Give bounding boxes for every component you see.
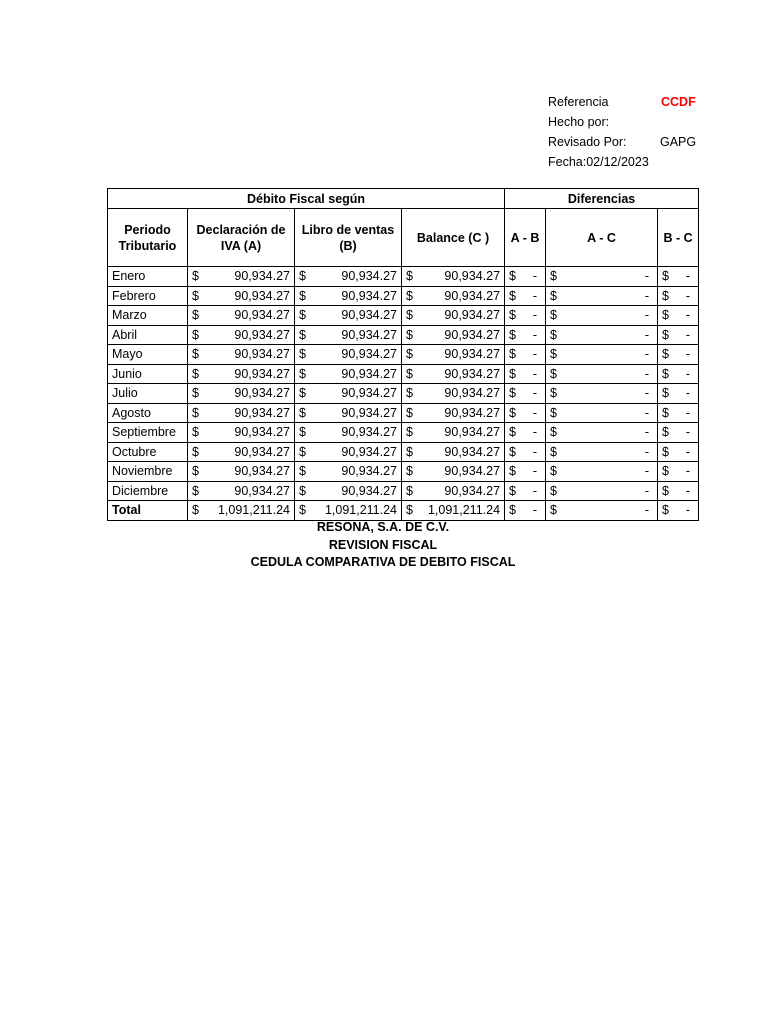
- amount: 90,934.27: [341, 483, 397, 498]
- currency-symbol: $: [406, 405, 413, 420]
- amount: 90,934.27: [444, 347, 501, 362]
- currency-symbol: $: [192, 405, 199, 420]
- amount: -: [644, 444, 650, 459]
- currency-symbol: $: [299, 347, 306, 362]
- revisado-label: Revisado Por:: [548, 135, 627, 149]
- group-header-row: [108, 189, 699, 209]
- currency-symbol: $: [299, 288, 306, 303]
- currency-symbol: $: [550, 347, 557, 362]
- declaracion-cell: [188, 267, 295, 287]
- hecho-label: Hecho por:: [548, 115, 610, 129]
- diff-ac-cell: [546, 481, 658, 501]
- currency-symbol: $: [192, 425, 199, 440]
- amount: -: [644, 483, 650, 498]
- month-cell: Febrero: [108, 286, 188, 306]
- amount: 90,934.27: [444, 269, 501, 284]
- amount: 90,934.27: [341, 464, 397, 479]
- libro-cell: [295, 442, 402, 462]
- diff-ab-cell: [505, 306, 546, 326]
- currency-symbol: $: [406, 483, 413, 498]
- currency-symbol: $: [299, 444, 306, 459]
- currency-symbol: $: [662, 347, 669, 362]
- amount: -: [644, 347, 650, 362]
- amount: -: [685, 347, 691, 362]
- diff-ac-cell: [546, 501, 658, 521]
- amount: -: [685, 308, 691, 323]
- amount: 90,934.27: [234, 444, 290, 459]
- debito-fiscal-table: [107, 188, 699, 521]
- diff-bc-cell: [658, 306, 699, 326]
- amount: 90,934.27: [234, 269, 290, 284]
- month-cell: Mayo: [108, 345, 188, 365]
- amount: 90,934.27: [341, 327, 397, 342]
- currency-symbol: $: [299, 425, 306, 440]
- currency-symbol: $: [662, 288, 669, 303]
- diff-ac-cell: [546, 306, 658, 326]
- libro-cell: [295, 286, 402, 306]
- month-cell: Junio: [108, 364, 188, 384]
- amount: -: [644, 405, 650, 420]
- diff-ab-cell: [505, 403, 546, 423]
- amount: -: [644, 308, 650, 323]
- amount: -: [532, 483, 538, 498]
- balance-cell: [402, 325, 505, 345]
- balance-cell: [402, 501, 505, 521]
- currency-symbol: $: [509, 464, 516, 479]
- diff-ab-cell: [505, 345, 546, 365]
- currency-symbol: $: [192, 386, 199, 401]
- currency-symbol: $: [509, 347, 516, 362]
- declaracion-cell: [188, 442, 295, 462]
- amount: -: [685, 405, 691, 420]
- currency-symbol: $: [509, 366, 516, 381]
- currency-symbol: $: [406, 386, 413, 401]
- currency-symbol: $: [662, 425, 669, 440]
- amount: 90,934.27: [234, 425, 290, 440]
- currency-symbol: $: [192, 327, 199, 342]
- diff-bc-cell: [658, 267, 699, 287]
- amount: 90,934.27: [341, 347, 397, 362]
- amount: -: [685, 503, 691, 518]
- currency-symbol: $: [192, 288, 199, 303]
- table-row: [108, 384, 699, 404]
- table-row: [108, 306, 699, 326]
- amount: 90,934.27: [444, 308, 501, 323]
- currency-symbol: $: [509, 503, 516, 518]
- diff-ab-cell: [505, 364, 546, 384]
- amount: -: [532, 269, 538, 284]
- amount: -: [685, 327, 691, 342]
- libro-cell: [295, 364, 402, 384]
- fecha-row: [548, 152, 708, 172]
- diff-ac-cell: [546, 384, 658, 404]
- libro-cell: [295, 325, 402, 345]
- amount: -: [532, 425, 538, 440]
- currency-symbol: $: [509, 288, 516, 303]
- col-declaracion: Declaración de IVA (A): [188, 209, 295, 267]
- libro-cell: [295, 462, 402, 482]
- currency-symbol: $: [550, 503, 557, 518]
- currency-symbol: $: [299, 503, 306, 518]
- currency-symbol: $: [299, 327, 306, 342]
- fecha-text: Fecha:02/12/2023: [548, 155, 649, 169]
- amount: -: [532, 327, 538, 342]
- month-cell: Enero: [108, 267, 188, 287]
- declaracion-cell: [188, 364, 295, 384]
- currency-symbol: $: [299, 464, 306, 479]
- document-footer: [107, 519, 659, 572]
- amount: -: [644, 327, 650, 342]
- amount: 90,934.27: [444, 425, 501, 440]
- declaracion-cell: [188, 501, 295, 521]
- libro-cell: [295, 423, 402, 443]
- currency-symbol: $: [406, 464, 413, 479]
- amount: 90,934.27: [234, 483, 290, 498]
- diff-bc-cell: [658, 403, 699, 423]
- amount: 90,934.27: [234, 327, 290, 342]
- currency-symbol: $: [299, 386, 306, 401]
- table-row: [108, 403, 699, 423]
- col-ac: A - C: [546, 209, 658, 267]
- column-header-row: [108, 209, 699, 267]
- diff-ac-cell: [546, 423, 658, 443]
- declaracion-cell: [188, 306, 295, 326]
- diff-bc-cell: [658, 286, 699, 306]
- reference-block: [548, 92, 708, 172]
- declaracion-cell: [188, 423, 295, 443]
- amount: 90,934.27: [444, 444, 501, 459]
- referencia-label: Referencia: [548, 95, 609, 109]
- month-cell: Agosto: [108, 403, 188, 423]
- currency-symbol: $: [550, 386, 557, 401]
- libro-cell: [295, 481, 402, 501]
- amount: 90,934.27: [444, 483, 501, 498]
- diff-ab-cell: [505, 481, 546, 501]
- referencia-row: [548, 92, 708, 112]
- diff-ab-cell: [505, 501, 546, 521]
- currency-symbol: $: [299, 269, 306, 284]
- balance-cell: [402, 384, 505, 404]
- currency-symbol: $: [192, 464, 199, 479]
- balance-cell: [402, 306, 505, 326]
- currency-symbol: $: [662, 444, 669, 459]
- balance-cell: [402, 481, 505, 501]
- currency-symbol: $: [509, 483, 516, 498]
- diff-ac-cell: [546, 364, 658, 384]
- currency-symbol: $: [550, 425, 557, 440]
- company-name: RESONA, S.A. DE C.V.: [316, 520, 450, 534]
- currency-symbol: $: [662, 308, 669, 323]
- libro-cell: [295, 501, 402, 521]
- diff-ab-cell: [505, 462, 546, 482]
- month-cell: Total: [108, 501, 188, 521]
- diff-ab-cell: [505, 384, 546, 404]
- col-libro: Libro de ventas (B): [295, 209, 402, 267]
- diff-bc-cell: [658, 384, 699, 404]
- currency-symbol: $: [662, 327, 669, 342]
- declaracion-cell: [188, 345, 295, 365]
- table-row: [108, 442, 699, 462]
- month-cell: Octubre: [108, 442, 188, 462]
- balance-cell: [402, 442, 505, 462]
- currency-symbol: $: [550, 464, 557, 479]
- amount: 90,934.27: [444, 366, 501, 381]
- currency-symbol: $: [509, 327, 516, 342]
- currency-symbol: $: [192, 503, 199, 518]
- diff-ab-cell: [505, 442, 546, 462]
- currency-symbol: $: [550, 269, 557, 284]
- amount: 90,934.27: [341, 444, 397, 459]
- diferencias-header: Diferencias: [505, 189, 699, 209]
- amount: -: [685, 444, 691, 459]
- table-row: [108, 423, 699, 443]
- table-row: [108, 481, 699, 501]
- currency-symbol: $: [192, 483, 199, 498]
- amount: 1,091,211.24: [427, 503, 501, 518]
- currency-symbol: $: [662, 405, 669, 420]
- amount: 90,934.27: [234, 405, 290, 420]
- amount: -: [532, 347, 538, 362]
- amount: -: [685, 425, 691, 440]
- currency-symbol: $: [662, 503, 669, 518]
- currency-symbol: $: [509, 269, 516, 284]
- currency-symbol: $: [192, 347, 199, 362]
- libro-cell: [295, 403, 402, 423]
- amount: -: [685, 464, 691, 479]
- currency-symbol: $: [550, 444, 557, 459]
- amount: 90,934.27: [341, 366, 397, 381]
- amount: -: [532, 405, 538, 420]
- report-title: CEDULA COMPARATIVA DE DEBITO FISCAL: [250, 555, 516, 569]
- amount: -: [644, 425, 650, 440]
- table-row: [108, 364, 699, 384]
- currency-symbol: $: [509, 425, 516, 440]
- declaracion-cell: [188, 325, 295, 345]
- amount: -: [644, 288, 650, 303]
- diff-bc-cell: [658, 364, 699, 384]
- debito-fiscal-header: Débito Fiscal según: [108, 189, 505, 209]
- col-ab: A - B: [505, 209, 546, 267]
- diff-ac-cell: [546, 462, 658, 482]
- amount: -: [685, 483, 691, 498]
- table-row: [108, 286, 699, 306]
- amount: 90,934.27: [341, 405, 397, 420]
- amount: 1,091,211.24: [217, 503, 290, 518]
- currency-symbol: $: [406, 347, 413, 362]
- currency-symbol: $: [509, 405, 516, 420]
- amount: -: [532, 366, 538, 381]
- currency-symbol: $: [406, 503, 413, 518]
- diff-ac-cell: [546, 442, 658, 462]
- amount: 90,934.27: [444, 386, 501, 401]
- currency-symbol: $: [406, 366, 413, 381]
- month-cell: Julio: [108, 384, 188, 404]
- amount: -: [644, 464, 650, 479]
- currency-symbol: $: [550, 405, 557, 420]
- currency-symbol: $: [662, 366, 669, 381]
- libro-cell: [295, 267, 402, 287]
- amount: -: [644, 269, 650, 284]
- amount: 90,934.27: [234, 386, 290, 401]
- amount: 90,934.27: [444, 405, 501, 420]
- balance-cell: [402, 267, 505, 287]
- diff-bc-cell: [658, 442, 699, 462]
- month-cell: Noviembre: [108, 462, 188, 482]
- currency-symbol: $: [406, 269, 413, 284]
- amount: -: [532, 503, 538, 518]
- amount: 90,934.27: [341, 425, 397, 440]
- currency-symbol: $: [550, 308, 557, 323]
- amount: -: [644, 386, 650, 401]
- amount: -: [532, 464, 538, 479]
- amount: 90,934.27: [234, 347, 290, 362]
- amount: -: [644, 366, 650, 381]
- currency-symbol: $: [406, 308, 413, 323]
- balance-cell: [402, 423, 505, 443]
- currency-symbol: $: [509, 308, 516, 323]
- amount: -: [685, 366, 691, 381]
- amount: 90,934.27: [234, 464, 290, 479]
- amount: 90,934.27: [444, 288, 501, 303]
- col-bc: B - C: [658, 209, 699, 267]
- balance-cell: [402, 403, 505, 423]
- month-cell: Abril: [108, 325, 188, 345]
- month-cell: Septiembre: [108, 423, 188, 443]
- currency-symbol: $: [550, 366, 557, 381]
- amount: 90,934.27: [444, 464, 501, 479]
- diff-bc-cell: [658, 423, 699, 443]
- diff-ab-cell: [505, 286, 546, 306]
- balance-cell: [402, 345, 505, 365]
- diff-ab-cell: [505, 267, 546, 287]
- currency-symbol: $: [192, 308, 199, 323]
- amount: -: [644, 503, 650, 518]
- amount: 90,934.27: [341, 288, 397, 303]
- diff-bc-cell: [658, 481, 699, 501]
- diff-ac-cell: [546, 345, 658, 365]
- amount: 90,934.27: [234, 366, 290, 381]
- amount: 90,934.27: [234, 308, 290, 323]
- declaracion-cell: [188, 384, 295, 404]
- total-row: [108, 501, 699, 521]
- amount: 90,934.27: [341, 308, 397, 323]
- amount: 90,934.27: [234, 288, 290, 303]
- amount: 1,091,211.24: [324, 503, 397, 518]
- amount: -: [685, 386, 691, 401]
- table-row: [108, 345, 699, 365]
- diff-ab-cell: [505, 325, 546, 345]
- table-row: [108, 267, 699, 287]
- amount: -: [532, 444, 538, 459]
- amount: -: [532, 386, 538, 401]
- balance-cell: [402, 286, 505, 306]
- diff-bc-cell: [658, 462, 699, 482]
- currency-symbol: $: [662, 386, 669, 401]
- diff-bc-cell: [658, 325, 699, 345]
- balance-cell: [402, 462, 505, 482]
- amount: 90,934.27: [341, 269, 397, 284]
- declaracion-cell: [188, 403, 295, 423]
- revisado-row: [548, 132, 708, 152]
- hecho-row: [548, 112, 708, 132]
- diff-ac-cell: [546, 286, 658, 306]
- currency-symbol: $: [299, 405, 306, 420]
- currency-symbol: $: [406, 444, 413, 459]
- amount: -: [532, 308, 538, 323]
- libro-cell: [295, 306, 402, 326]
- currency-symbol: $: [509, 444, 516, 459]
- diff-ac-cell: [546, 325, 658, 345]
- currency-symbol: $: [550, 483, 557, 498]
- col-balance: Balance (C ): [402, 209, 505, 267]
- currency-symbol: $: [662, 464, 669, 479]
- currency-symbol: $: [550, 288, 557, 303]
- report-subtitle: REVISION FISCAL: [328, 537, 438, 552]
- diff-ac-cell: [546, 403, 658, 423]
- libro-cell: [295, 384, 402, 404]
- currency-symbol: $: [299, 308, 306, 323]
- referencia-value: CCDF: [661, 95, 696, 109]
- currency-symbol: $: [406, 327, 413, 342]
- declaracion-cell: [188, 286, 295, 306]
- amount: -: [685, 269, 691, 284]
- diff-ab-cell: [505, 423, 546, 443]
- table-row: [108, 325, 699, 345]
- amount: 90,934.27: [341, 386, 397, 401]
- currency-symbol: $: [406, 288, 413, 303]
- currency-symbol: $: [509, 386, 516, 401]
- diff-bc-cell: [658, 501, 699, 521]
- amount: -: [532, 288, 538, 303]
- currency-symbol: $: [299, 366, 306, 381]
- currency-symbol: $: [550, 327, 557, 342]
- declaracion-cell: [188, 481, 295, 501]
- declaracion-cell: [188, 462, 295, 482]
- balance-cell: [402, 364, 505, 384]
- currency-symbol: $: [192, 444, 199, 459]
- currency-symbol: $: [192, 366, 199, 381]
- month-cell: Diciembre: [108, 481, 188, 501]
- currency-symbol: $: [662, 483, 669, 498]
- table-row: [108, 462, 699, 482]
- diff-bc-cell: [658, 345, 699, 365]
- libro-cell: [295, 345, 402, 365]
- amount: 90,934.27: [444, 327, 501, 342]
- amount: -: [685, 288, 691, 303]
- currency-symbol: $: [662, 269, 669, 284]
- revisado-value: GAPG: [660, 135, 697, 149]
- col-periodo: Periodo Tributario: [108, 209, 188, 267]
- currency-symbol: $: [406, 425, 413, 440]
- currency-symbol: $: [192, 269, 199, 284]
- diff-ac-cell: [546, 267, 658, 287]
- month-cell: Marzo: [108, 306, 188, 326]
- currency-symbol: $: [299, 483, 306, 498]
